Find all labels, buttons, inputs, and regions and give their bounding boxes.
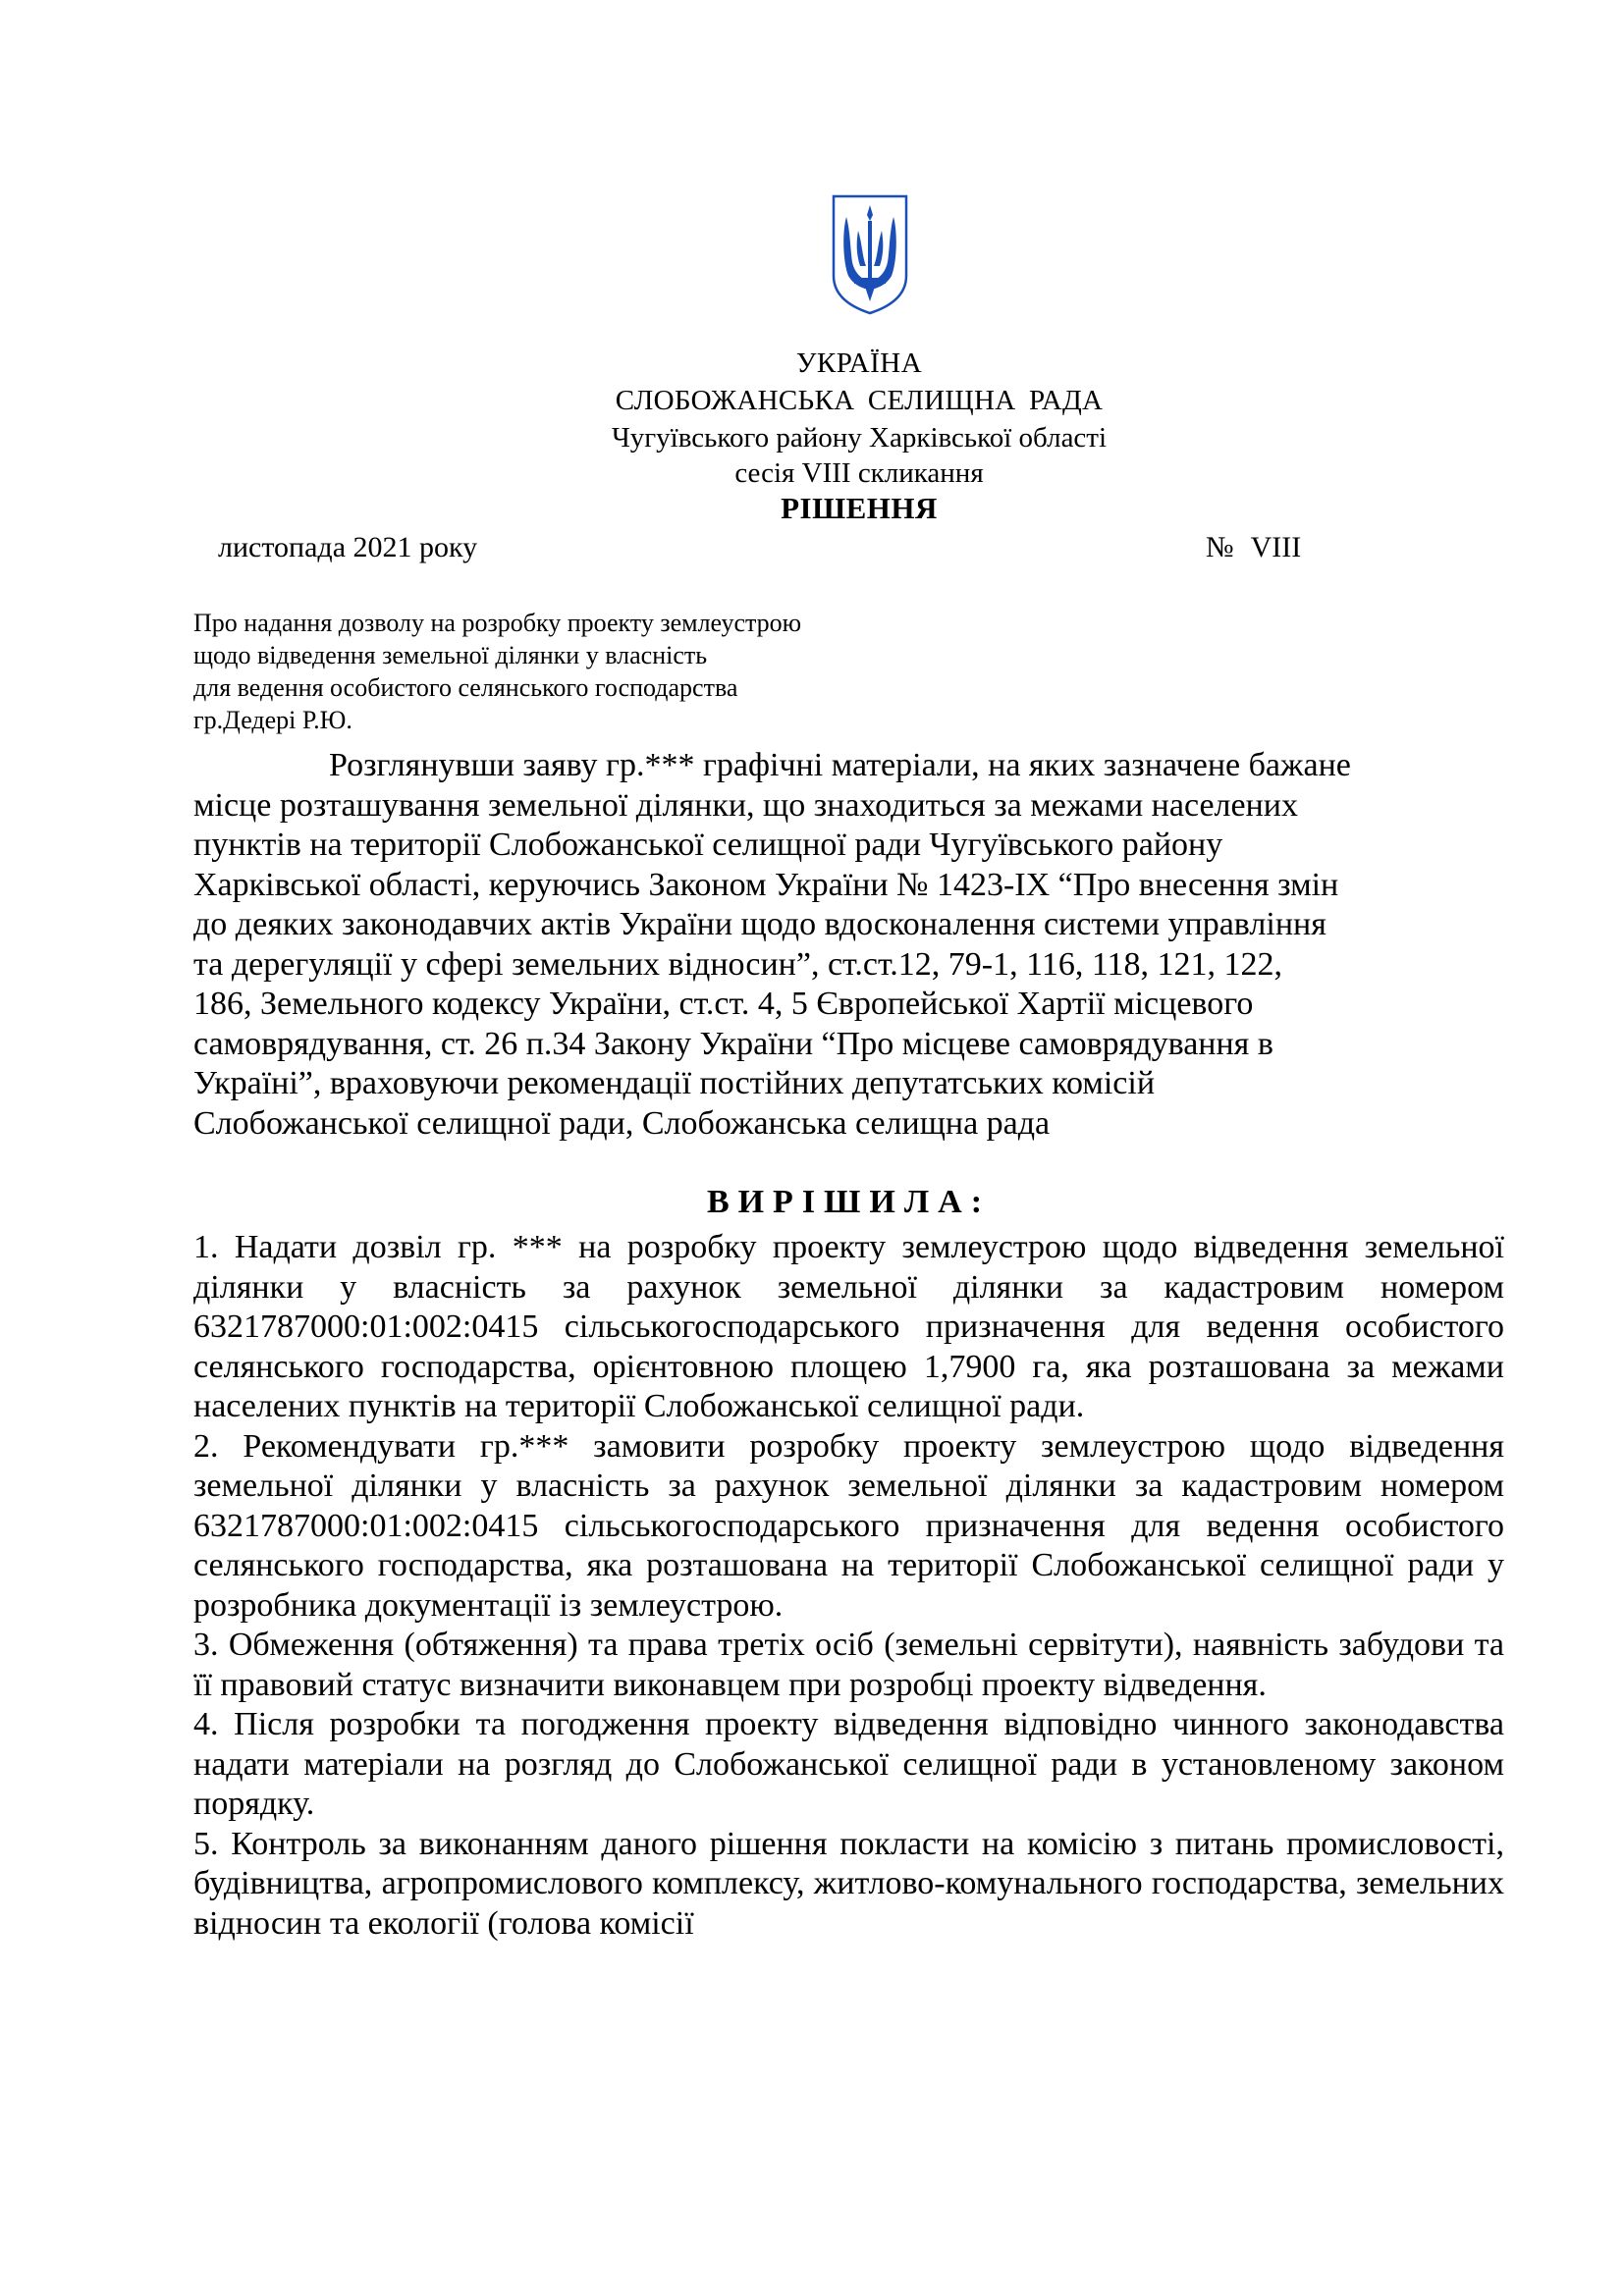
preamble-line: 186, Земельного кодексу України, ст.ст. 4, 5 Європейської Хартії місцевого	[193, 986, 1254, 1022]
preamble-line: місце розташування земельної ділянки, що знаходиться за межами населених	[193, 786, 1299, 824]
document-type-title: РІШЕННЯ	[781, 491, 938, 525]
subject-line: Про надання дозволу на розробку проекту землеустрою	[193, 609, 802, 637]
preamble-line: пунктів на території Слобожанської селищної ради Чугуївського району	[193, 827, 1223, 863]
preamble-line: Україні”, враховуючи рекомендації постійних депутатських комісій	[193, 1065, 1156, 1101]
subject-line: щодо відведення земельної ділянки у власність	[193, 641, 708, 669]
decision-items	[193, 1228, 1504, 1944]
preamble-line: до деяких законодавчих актів України щодо вдосконалення системи управління	[193, 906, 1326, 942]
decision-date: листопада 2021 року	[218, 531, 478, 563]
subject-line: для ведення особистого селянського господарства	[193, 673, 738, 702]
subject-line: гр.Дедері Р.Ю.	[193, 706, 352, 734]
session-title: сесія VIII скликання	[734, 457, 984, 489]
preamble-paragraph	[193, 746, 1504, 1144]
decision-number: № VIII	[1206, 531, 1302, 563]
country-title: УКРАЇНА	[795, 347, 923, 379]
resolved-heading: ВИРІШИЛА:	[706, 1184, 992, 1220]
preamble-line: самоврядування, ст. 26 п.34 Закону України “Про місцеве самоврядування в	[193, 1025, 1273, 1062]
decision-item: 2. Рекомендувати гр.*** замовити розробку проекту землеустрою щодо відведення земельної ділянки у власність за рахунок земельної ділянки за кадастровим номером 6321787000:01:002:0415 сільськогосподарського призначення для ведення особистого селянського господарства, яка розташована на території Слобожанської селищної ради у розробника документації із землеустрою.	[193, 1427, 1504, 1624]
preamble-line: Розглянувши заяву гр.*** графічні матеріали, на яких зазначене бажане	[329, 747, 1351, 783]
preamble-line: Слобожанської селищної ради, Слобожанська селищна рада	[193, 1104, 1051, 1142]
preamble-line: та дерегуляції у сфері земельних відносин”, ст.ст.12, 79-1, 116, 118, 121, 122,	[193, 945, 1283, 983]
decision-item: 3. Обмеження (обтяження) та права третіх осіб (земельні сервітути), наявність забудови та її правовий статус визначити виконавцем при розробці проекту відведення.	[193, 1627, 1504, 1703]
coat-of-arms-icon	[829, 191, 911, 317]
decision-subject	[193, 607, 1077, 736]
preamble-line: Харківської області, керуючись Законом України № 1423-ІХ “Про внесення змін	[193, 866, 1339, 903]
decision-item: 1. Надати дозвіл гр. *** на розробку проекту землеустрою щодо відведення земельної ділянки у власність за рахунок земельної ділянки за кадастровим номером 6321787000:01:002:0415 сільськогосподарського призначення для ведення особистого селянського господарства, орієнтовною площею 1,7900 га, яка розташована за межами населених пунктів на території Слобожанської селищної ради.	[193, 1229, 1504, 1424]
decision-item: 4. Після розробки та погодження проекту відведення відповідно чинного законодавства надати матеріали на розгляд до Слобожанської селищної ради в установленому законом порядку.	[193, 1706, 1504, 1822]
decision-item: 5. Контроль за виконанням даного рішення покласти на комісію з питань промисловості, будівництва, агропромислового комплексу, житлово-комунального господарства, земельних відносин та екології (голова комісії	[193, 1825, 1504, 1942]
council-title: СЛОБОЖАНСЬКА СЕЛИЩНА РАДА	[615, 385, 1104, 416]
district-title: Чугуївського району Харківської області	[611, 422, 1108, 454]
